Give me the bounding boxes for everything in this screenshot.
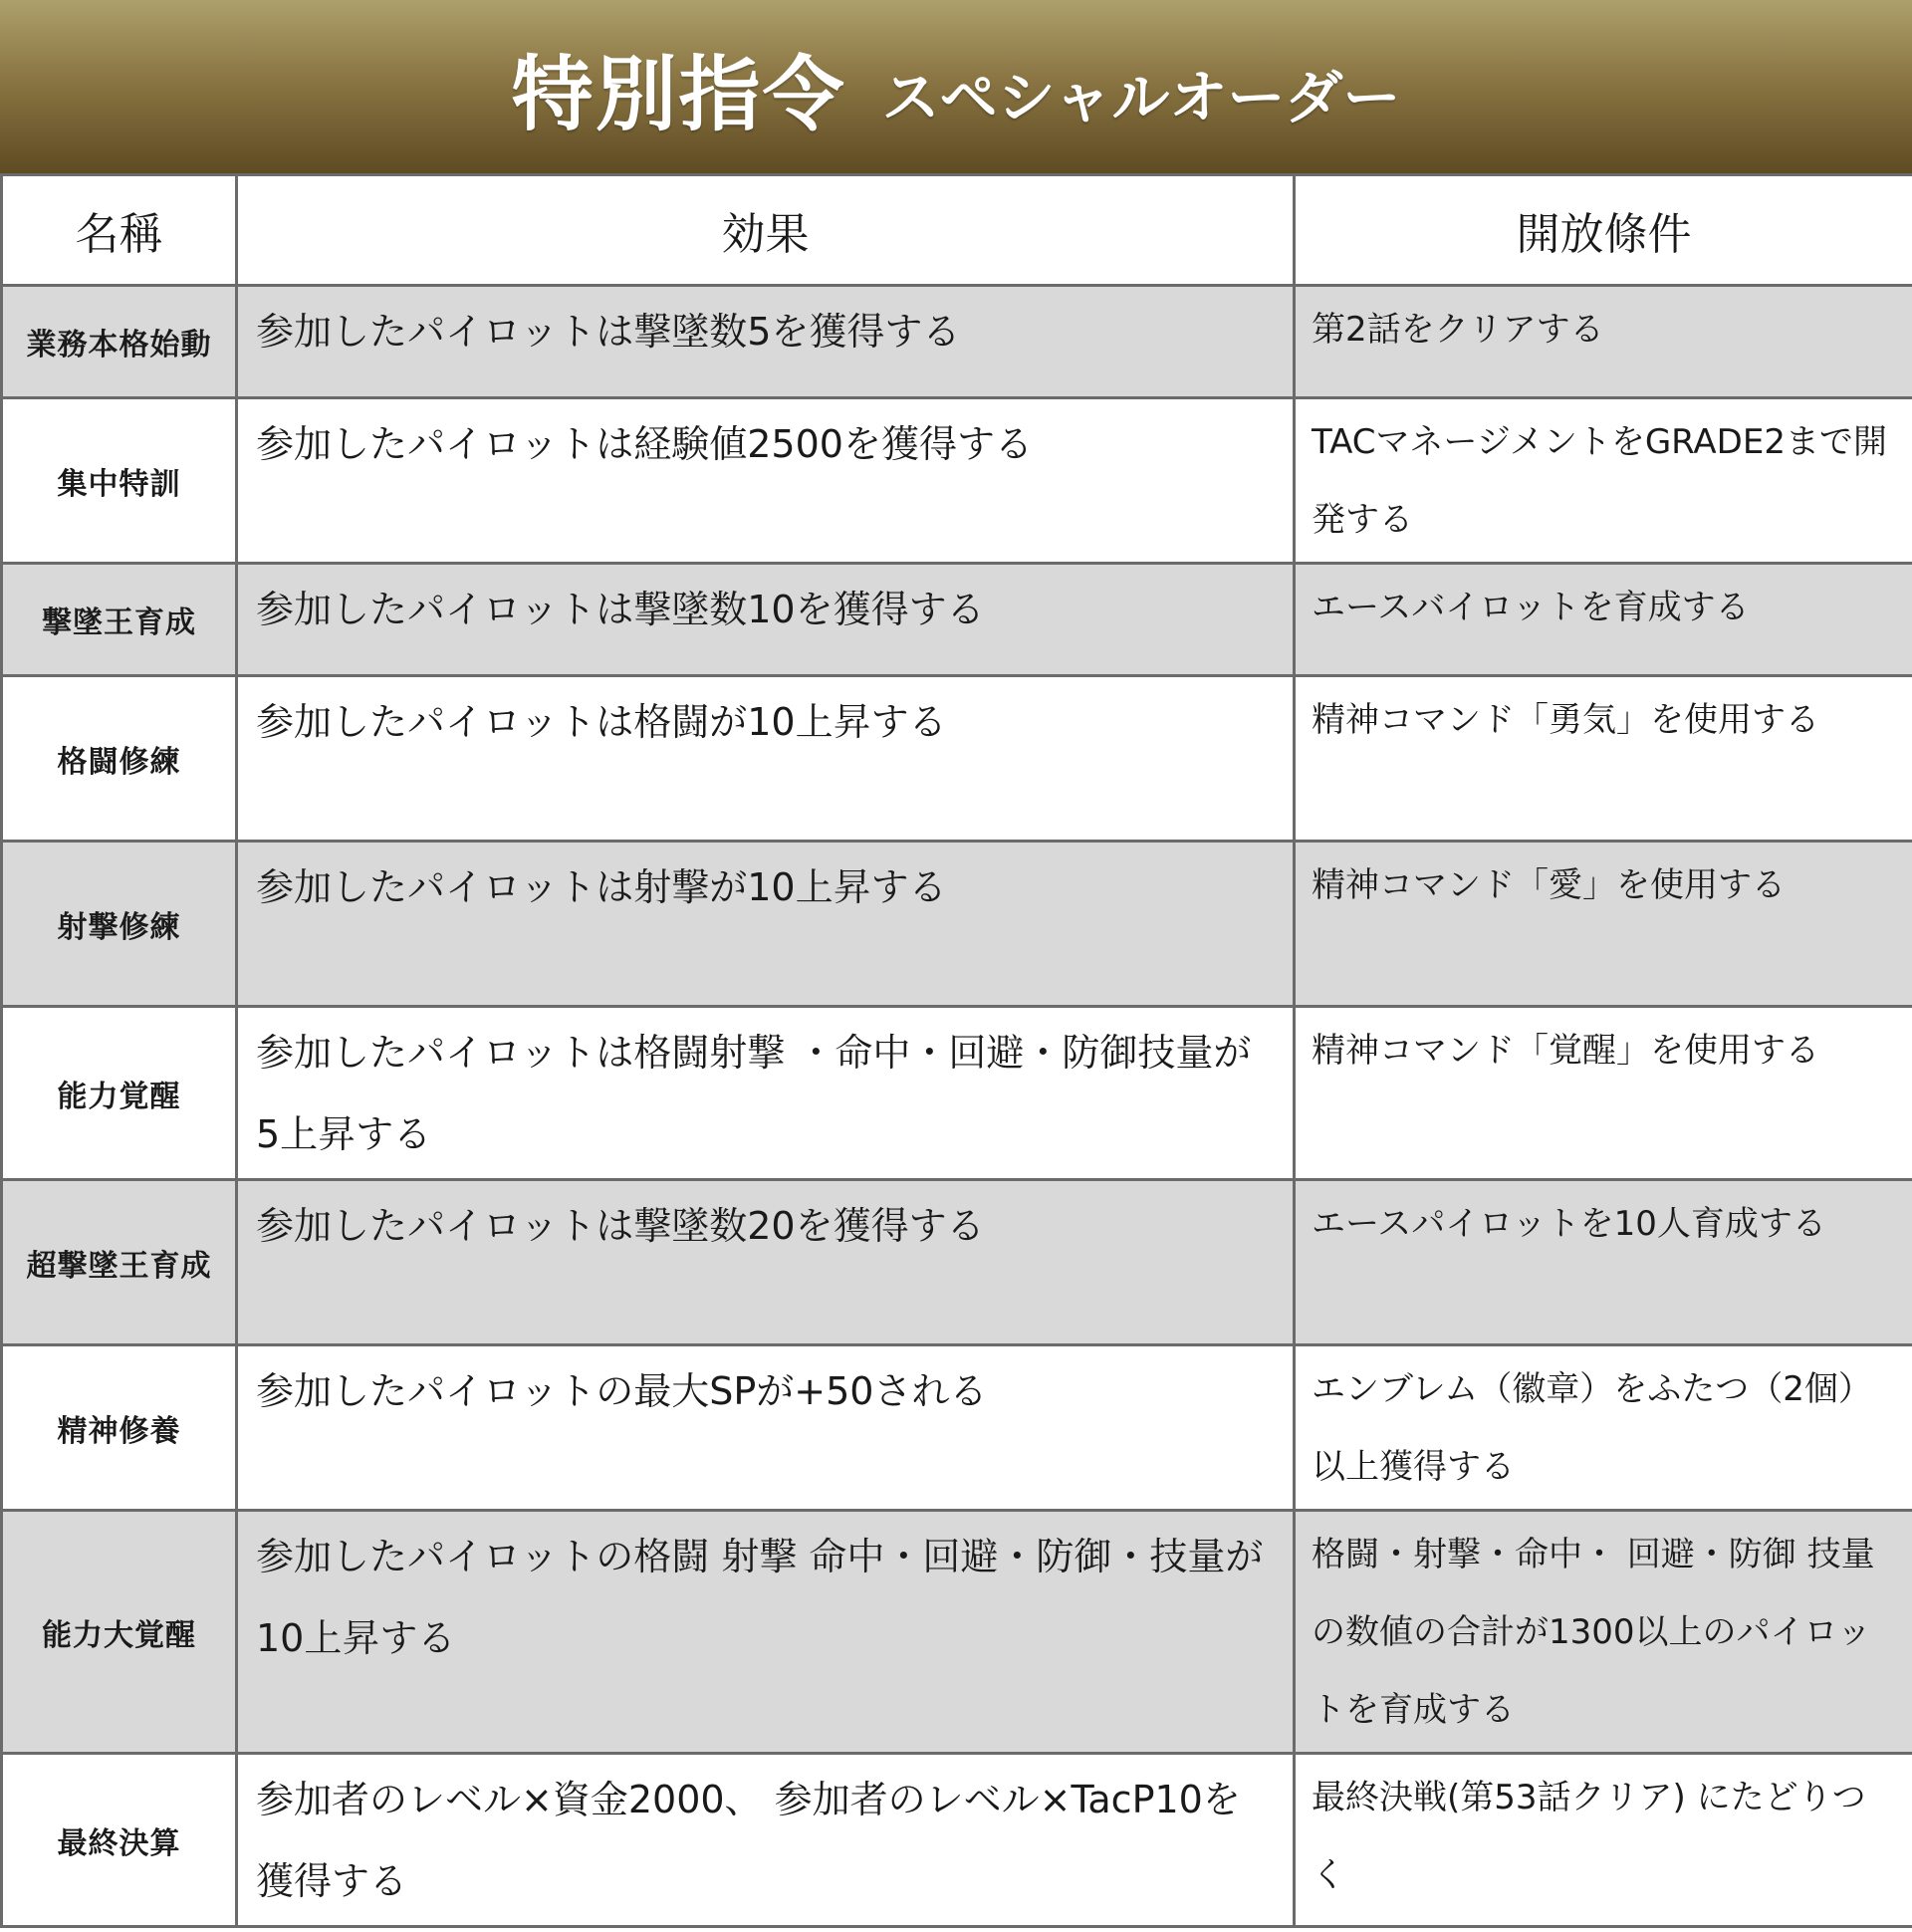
order-condition-text: 精神コマンド「覚醒」を使用する (1312, 1031, 1819, 1071)
order-effect (237, 1511, 1295, 1754)
table-row (2, 1180, 1912, 1345)
order-effect (237, 1754, 1295, 1927)
order-name: 集中特訓 (2, 398, 237, 564)
order-effect-text: 参加したパイロットは格闘射撃 ・命中・回避・防御技量が5上昇する (256, 1031, 1252, 1156)
order-condition-text: エースバイロットを育成する (1312, 588, 1750, 627)
order-effect (237, 842, 1295, 1007)
order-condition (1295, 676, 1912, 842)
column-header-condition: 開放條件 (1295, 175, 1912, 286)
table-row (2, 398, 1912, 564)
order-name: 最終決算 (2, 1754, 237, 1927)
order-condition (1295, 398, 1912, 564)
order-effect (237, 398, 1295, 564)
table-row (2, 1007, 1912, 1180)
order-effect (237, 1180, 1295, 1345)
order-condition-text: エンブレム（徽章）をふたつ（2個）以上獲得する (1312, 1369, 1872, 1487)
order-condition-text: 第2話をクリアする (1312, 310, 1604, 350)
order-name: 能力大覚醒 (2, 1511, 237, 1754)
special-order-table (0, 173, 1912, 1928)
order-effect (237, 286, 1295, 398)
order-name: 超撃墜王育成 (2, 1180, 237, 1345)
page-subtitle: スペシャルオーダー (881, 64, 1401, 131)
order-effect (237, 676, 1295, 842)
order-name: 能力覚醒 (2, 1007, 237, 1180)
order-effect-text: 参加したパイロットの格闘 射撃 命中・回避・防御・技量が10上昇する (256, 1535, 1264, 1660)
table-row (2, 564, 1912, 676)
table-header-row (2, 175, 1912, 286)
order-name: 射撃修練 (2, 842, 237, 1007)
order-condition-text: 最終決戦(第53話クリア) にたどりつく (1312, 1778, 1866, 1895)
column-header-name: 名稱 (2, 175, 237, 286)
order-name: 格闘修練 (2, 676, 237, 842)
order-effect-text: 参加したパイロットは経験値2500を獲得する (256, 422, 1033, 466)
order-condition (1295, 1180, 1912, 1345)
order-condition-text: 格闘・射撃・命中・ 回避・防御 技量の数値の合計が1300以上のパイロットを育成する (1312, 1535, 1875, 1730)
order-condition (1295, 1511, 1912, 1754)
order-effect-text: 参加したパイロットは撃墜数10を獲得する (256, 588, 985, 631)
order-effect-text: 参加したパイロットは撃墜数20を獲得する (256, 1204, 985, 1248)
table-row (2, 676, 1912, 842)
column-header-effect: 効果 (237, 175, 1295, 286)
table-row (2, 286, 1912, 398)
order-effect (237, 1345, 1295, 1511)
order-condition (1295, 564, 1912, 676)
order-condition (1295, 842, 1912, 1007)
order-effect-text: 参加したパイロットは射撃が10上昇する (256, 865, 947, 909)
table-row (2, 1754, 1912, 1927)
order-condition (1295, 1345, 1912, 1511)
page-title: 特別指令 (511, 47, 846, 142)
order-condition (1295, 286, 1912, 398)
order-effect-text: 参加したパイロットの最大SPが+50される (256, 1369, 988, 1413)
order-effect-text: 参加者のレベル×資金2000、 参加者のレベル×TacP10を獲得する (256, 1778, 1241, 1903)
order-name: 撃墜王育成 (2, 564, 237, 676)
title-banner (0, 0, 1912, 175)
table-row (2, 842, 1912, 1007)
order-condition (1295, 1007, 1912, 1180)
order-effect (237, 564, 1295, 676)
table-row (2, 1511, 1912, 1754)
order-effect-text: 参加したパイロットは格闘が10上昇する (256, 700, 947, 744)
order-effect-text: 参加したパイロットは撃墜数5を獲得する (256, 310, 961, 354)
order-name: 業務本格始動 (2, 286, 237, 398)
order-condition-text: TACマネージメントをGRADE2まで開発する (1312, 422, 1887, 540)
table-row (2, 1345, 1912, 1511)
order-condition-text: エースパイロットを10人育成する (1312, 1204, 1826, 1244)
order-condition-text: 精神コマンド「勇気」を使用する (1312, 700, 1819, 740)
order-condition (1295, 1754, 1912, 1927)
order-effect (237, 1007, 1295, 1180)
order-condition-text: 精神コマンド「愛」を使用する (1312, 865, 1786, 905)
order-name: 精神修養 (2, 1345, 237, 1511)
